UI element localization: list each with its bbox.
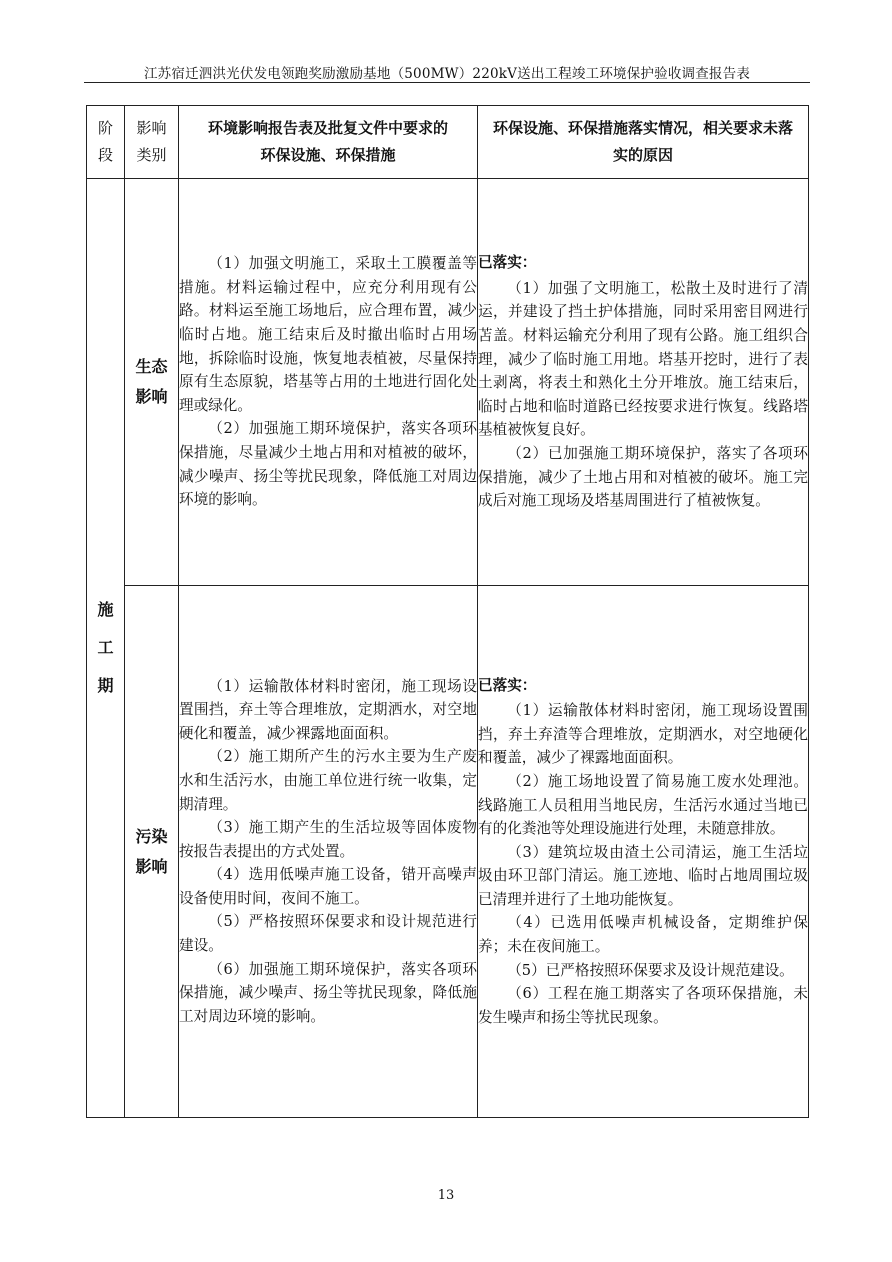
status-label: 已落实： xyxy=(478,676,537,694)
page-number: 13 xyxy=(437,1188,455,1203)
implementation-item: （4）已选用低噪声机械设备，定期维护保养；未在夜间施工。 xyxy=(478,914,808,956)
stage-char: 工 xyxy=(97,638,114,657)
implementation-cell-pollution xyxy=(478,586,809,1118)
category-char-pair: 污染 xyxy=(135,826,168,846)
implementation-item: （3）建筑垃圾由渣土公司清运，施工生活垃圾由环卫部门清运。施工迹地、临时占地周围垃圾已清理并进行了土地功能恢复。 xyxy=(478,843,808,908)
header-stage: 阶段 xyxy=(87,106,125,179)
requirement-item: （2）施工期所产生的污水主要为生产废水和生活污水，由施工单位进行统一收集，定期清理。 xyxy=(179,748,477,813)
acceptance-survey-table xyxy=(86,105,809,1118)
requirement-item: （4）选用低噪声施工设备，错开高噪声设备使用时间，夜间不施工。 xyxy=(179,866,477,907)
implementation-item: （2）已加强施工期环境保护，落实了各项环保措施，减少了土地占用和对植被的破坏。施工完成后对施工现场及塔基周围进行了植被恢复。 xyxy=(478,444,808,510)
requirement-item: （2）加强施工期环境保护，落实各项环保措施，尽量减少土地占用和对植被的破坏，减少噪声、扬尘等扰民现象，降低施工对周边环境的影响。 xyxy=(179,420,477,509)
category-label xyxy=(125,352,178,412)
stage-char: 期 xyxy=(97,676,114,695)
requirement-item: （1）运输散体材料时密闭，施工现场设置围挡，弃土等合理堆放，定期洒水，对空地硬化和覆盖，减少裸露地面面积。 xyxy=(179,677,477,742)
requirements-cell-ecological xyxy=(179,179,478,586)
category-char-pair: 生态 xyxy=(135,357,168,376)
requirement-item: （1）加强文明施工，采取土工膜覆盖等措施。材料运输过程中，应充分利用现有公路。材料运至施工场地后，应合理布置，减少临时占地。施工结束后及时撤出临时占用场地，拆除临时设施，恢复地表植被，尽量保持原有生态原貌，塔基等占用的土地进行固化处理或绿化。 xyxy=(179,255,477,414)
category-cell-pollution xyxy=(125,586,179,1118)
category-char-pair: 影响 xyxy=(135,856,168,876)
status-label: 已落实： xyxy=(478,254,537,272)
table-header-row xyxy=(87,106,809,179)
table-row-pollution xyxy=(87,586,809,1118)
requirement-item: （6）加强施工期环境保护，落实各项环保措施，减少噪声、扬尘等扰民现象，降低施工对周边环境的影响。 xyxy=(179,960,477,1025)
header-rule xyxy=(84,82,810,83)
header-implementation: 环保设施、环保措施落实情况，相关要求未落实的原因 xyxy=(478,106,809,179)
requirements-cell-pollution xyxy=(179,586,478,1118)
implementation-item: （1）运输散体材料时密闭，施工现场设置围挡，弃土弃渣等合理堆放，定期洒水，对空地硬化和覆盖，减少了裸露地面面积。 xyxy=(478,702,808,767)
page-header-title: 江苏宿迁泗洪光伏发电领跑奖励激励基地（500MW）220kV送出工程竣工环境保护验收调查报告表 xyxy=(143,66,751,82)
implementation-item: （5）已严格按照环保要求及设计规范建设。 xyxy=(507,961,794,979)
stage-char: 施 xyxy=(97,600,114,619)
header-requirements: 环境影响报告表及批复文件中要求的环保设施、环保措施 xyxy=(179,106,478,179)
requirement-item: （3）施工期产生的生活垃圾等固体废物按报告表提出的方式处置。 xyxy=(179,819,477,860)
category-char-pair: 影响 xyxy=(135,387,168,406)
implementation-cell-ecological xyxy=(478,179,809,586)
stage-label xyxy=(87,591,124,705)
category-cell-ecological xyxy=(125,179,179,586)
implementation-item: （2）施工场地设置了简易施工废水处理池。线路施工人员租用当地民房，生活污水通过当地已有的化粪池等处理设施进行处理，未随意排放。 xyxy=(478,772,808,838)
table-row-ecological xyxy=(87,179,809,586)
stage-cell-construction xyxy=(87,179,125,1118)
implementation-item: （6）工程在施工期落实了各项环保措施，未发生噪声和扬尘等扰民现象。 xyxy=(478,985,808,1026)
implementation-item: （1）加强了文明施工，松散土及时进行了清运，并建设了挡土护体措施，同时采用密目网进行苫盖。材料运输充分利用了现有公路。施工组织合理，减少了临时施工用地。塔基开挖时，进行了表土剥离，将表土和熟化土分开堆放。施工结束后，临时占地和临时道路已经按要求进行恢复。线路塔基植被恢复良好。 xyxy=(478,279,808,439)
category-label xyxy=(125,822,178,882)
requirement-item: （5）严格按照环保要求和设计规范进行建设。 xyxy=(179,913,477,955)
header-category: 影响类别 xyxy=(125,106,179,179)
